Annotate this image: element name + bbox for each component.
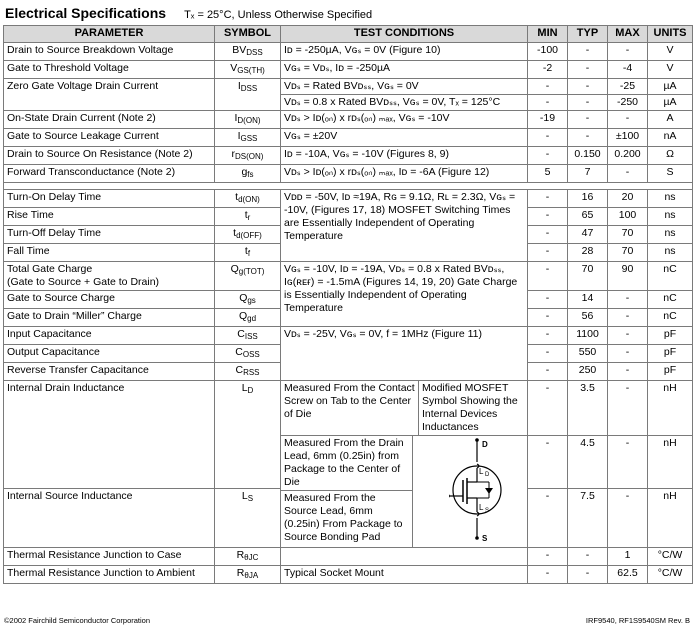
min-cell: - bbox=[528, 345, 568, 363]
typ-cell: 7 bbox=[568, 165, 608, 183]
min-cell: - bbox=[528, 95, 568, 111]
svg-text:S: S bbox=[485, 508, 490, 514]
test-cell: Vɢₛ = -10V, Iᴅ = -19A, Vᴅₛ = 0.8 x Rated BVᴅₛₛ, Iɢ(ʀᴇғ) = -1.5mA (Figures 14, 19, 20) Gate Charge is Essentially Independent of Operating Temperature bbox=[281, 262, 528, 327]
max-cell: - bbox=[608, 111, 648, 129]
unit-cell: °C/W bbox=[648, 548, 693, 566]
typ-cell: 550 bbox=[568, 345, 608, 363]
max-cell: 20 bbox=[608, 190, 648, 208]
unit-cell: V bbox=[648, 43, 693, 61]
unit-cell: µA bbox=[648, 79, 693, 95]
typ-cell: 1100 bbox=[568, 327, 608, 345]
typ-cell: - bbox=[568, 43, 608, 61]
symbol-cell: $t_{d(ON)}$ bbox=[215, 190, 281, 208]
param-cell: Internal Drain Inductance bbox=[4, 381, 215, 489]
min-cell: - bbox=[528, 309, 568, 327]
unit-cell: pF bbox=[648, 345, 693, 363]
max-cell: 100 bbox=[608, 208, 648, 226]
symbol-cell: $BV_{DSS}$ bbox=[215, 43, 281, 61]
min-cell: - bbox=[528, 226, 568, 244]
max-cell: - bbox=[608, 309, 648, 327]
param-cell: Internal Source Inductance bbox=[4, 488, 215, 547]
unit-cell: nC bbox=[648, 309, 693, 327]
typ-cell: 4.5 bbox=[568, 436, 608, 489]
max-cell: - bbox=[608, 436, 648, 489]
mosfet-label-ld: L bbox=[479, 467, 484, 476]
typ-cell: 56 bbox=[568, 309, 608, 327]
typ-cell: 0.150 bbox=[568, 147, 608, 165]
table-row bbox=[4, 129, 693, 147]
symbol-cell: $Q_{gs}$ bbox=[215, 291, 281, 309]
unit-cell: ns bbox=[648, 208, 693, 226]
table-row bbox=[4, 190, 693, 208]
min-cell: - bbox=[528, 327, 568, 345]
typ-cell: - bbox=[568, 566, 608, 584]
param-cell: Gate to Threshold Voltage bbox=[4, 61, 215, 79]
min-cell: - bbox=[528, 262, 568, 291]
min-cell: - bbox=[528, 190, 568, 208]
unit-cell: A bbox=[648, 111, 693, 129]
min-cell: - bbox=[528, 244, 568, 262]
max-cell: 1 bbox=[608, 548, 648, 566]
symbol-cell: $I_{GSS}$ bbox=[215, 129, 281, 147]
param-cell: Drain to Source On Resistance (Note 2) bbox=[4, 147, 215, 165]
typ-cell: 16 bbox=[568, 190, 608, 208]
max-cell: - bbox=[608, 43, 648, 61]
table-row bbox=[4, 548, 693, 566]
max-cell: - bbox=[608, 165, 648, 183]
test-cell: Vɢₛ = Vᴅₛ, Iᴅ = -250µA bbox=[281, 61, 528, 79]
min-cell: - bbox=[528, 381, 568, 436]
symbol-cell: $C_{OSS}$ bbox=[215, 345, 281, 363]
test-cell: Vᴅₛ = Rated BVᴅₛₛ, Vɢₛ = 0V bbox=[281, 79, 528, 95]
table-row bbox=[4, 79, 693, 95]
test-cell: Iᴅ = -10A, Vɢₛ = -10V (Figures 8, 9) bbox=[281, 147, 528, 165]
test-cell bbox=[281, 548, 528, 566]
typ-cell: - bbox=[568, 95, 608, 111]
spec-table bbox=[3, 25, 693, 584]
table-row bbox=[4, 327, 693, 345]
max-cell: - bbox=[608, 381, 648, 436]
table-header-row bbox=[4, 26, 693, 43]
unit-cell: pF bbox=[648, 363, 693, 381]
unit-cell: °C/W bbox=[648, 566, 693, 584]
min-cell: -2 bbox=[528, 61, 568, 79]
max-cell: ±100 bbox=[608, 129, 648, 147]
unit-cell: nH bbox=[648, 436, 693, 489]
symbol-cell: $g_{fs}$ bbox=[215, 165, 281, 183]
param-cell: Output Capacitance bbox=[4, 345, 215, 363]
param-cell: Input Capacitance bbox=[4, 327, 215, 345]
max-cell: - bbox=[608, 488, 648, 547]
param-cell: Forward Transconductance (Note 2) bbox=[4, 165, 215, 183]
col-typ: TYP bbox=[568, 26, 608, 43]
col-symbol: SYMBOL bbox=[215, 26, 281, 43]
min-cell: - bbox=[528, 363, 568, 381]
param-cell: Thermal Resistance Junction to Ambient bbox=[4, 566, 215, 584]
min-cell: - bbox=[528, 147, 568, 165]
unit-cell: nC bbox=[648, 262, 693, 291]
typ-cell: - bbox=[568, 79, 608, 95]
unit-cell: nH bbox=[648, 488, 693, 547]
test-cell: Vᴅₛ = 0.8 x Rated BVᴅₛₛ, Vɢₛ = 0V, Tₓ = 125°C bbox=[281, 95, 528, 111]
svg-text:D: D bbox=[485, 472, 490, 478]
unit-cell: pF bbox=[648, 327, 693, 345]
typ-cell: 14 bbox=[568, 291, 608, 309]
test-cell: Measured From the Drain Lead, 6mm (0.25in) from Package to the Center of Die Measured From the Source Lead, 6mm (0.25in) From Package to Source Bonding Pad D S L D L S bbox=[281, 436, 528, 548]
param-cell: On-State Drain Current (Note 2) bbox=[4, 111, 215, 129]
min-cell: - bbox=[528, 488, 568, 547]
max-cell: 0.200 bbox=[608, 147, 648, 165]
param-cell: Reverse Transfer Capacitance bbox=[4, 363, 215, 381]
max-cell: 70 bbox=[608, 226, 648, 244]
table-row bbox=[4, 381, 693, 436]
symbol-cell: $L_D$ bbox=[215, 381, 281, 489]
typ-cell: - bbox=[568, 61, 608, 79]
min-cell: - bbox=[528, 129, 568, 147]
mosfet-label-s: S bbox=[482, 534, 488, 542]
max-cell: -250 bbox=[608, 95, 648, 111]
symbol-cell: $C_{RSS}$ bbox=[215, 363, 281, 381]
table-row bbox=[4, 262, 693, 291]
col-parameter: PARAMETER bbox=[4, 26, 215, 43]
unit-cell: ns bbox=[648, 244, 693, 262]
symbol-cell: $R_{\theta JC}$ bbox=[215, 548, 281, 566]
unit-cell: nC bbox=[648, 291, 693, 309]
typ-cell: 70 bbox=[568, 262, 608, 291]
symbol-cell: $R_{\theta JA}$ bbox=[215, 566, 281, 584]
typ-cell: 7.5 bbox=[568, 488, 608, 547]
spec-conditions: Tₓ = 25°C, Unless Otherwise Specified bbox=[184, 9, 373, 21]
unit-cell: V bbox=[648, 61, 693, 79]
unit-cell: µA bbox=[648, 95, 693, 111]
table-row bbox=[4, 165, 693, 183]
unit-cell: ns bbox=[648, 190, 693, 208]
typ-cell: 250 bbox=[568, 363, 608, 381]
symbol-cell: $C_{ISS}$ bbox=[215, 327, 281, 345]
test-cell: Vᴅₛ = -25V, Vɢₛ = 0V, f = 1MHz (Figure 11) bbox=[281, 327, 528, 381]
min-cell: - bbox=[528, 566, 568, 584]
table-row bbox=[4, 43, 693, 61]
typ-cell: - bbox=[568, 129, 608, 147]
footer-copyright: ©2002 Fairchild Semiconductor Corporation bbox=[4, 616, 151, 625]
spec-header bbox=[5, 5, 372, 25]
test-cell: Vɢₛ = ±20V bbox=[281, 129, 528, 147]
typ-cell: - bbox=[568, 111, 608, 129]
param-cell: Thermal Resistance Junction to Case bbox=[4, 548, 215, 566]
col-max: MAX bbox=[608, 26, 648, 43]
typ-cell: 28 bbox=[568, 244, 608, 262]
symbol-cell: $Q_{gd}$ bbox=[215, 309, 281, 327]
symbol-cell: $r_{DS(ON)}$ bbox=[215, 147, 281, 165]
test-cell: Vᴅₛ > Iᴅ(ₒₙ) x rᴅₛ(ₒₙ) ₘₐₓ, Iᴅ = -6A (Figure 12) bbox=[281, 165, 528, 183]
test-cell: Measured From the Contact Screw on Tab to the Center of Die Modified MOSFET Symbol Showing the Internal Devices Inductances bbox=[281, 381, 528, 436]
min-cell: - bbox=[528, 291, 568, 309]
min-cell: 5 bbox=[528, 165, 568, 183]
footer-part-number: IRF9540, RF1S9540SM Rev. B bbox=[585, 616, 690, 625]
col-test: TEST CONDITIONS bbox=[281, 26, 528, 43]
min-cell: - bbox=[528, 436, 568, 489]
unit-cell: S bbox=[648, 165, 693, 183]
max-cell: 62.5 bbox=[608, 566, 648, 584]
max-cell: - bbox=[608, 345, 648, 363]
param-cell: Turn-Off Delay Time bbox=[4, 226, 215, 244]
symbol-cell: $I_{D(ON)}$ bbox=[215, 111, 281, 129]
mosfet-symbol bbox=[449, 438, 519, 542]
test-cell: Vᴅₛ > Iᴅ(ₒₙ) x rᴅₛ(ₒₙ) ₘₐₓ, Vɢₛ = -10V bbox=[281, 111, 528, 129]
max-cell: -4 bbox=[608, 61, 648, 79]
test-cell: Iᴅ = -250µA, Vɢₛ = 0V (Figure 10) bbox=[281, 43, 528, 61]
max-cell: 70 bbox=[608, 244, 648, 262]
mosfet-label-ls: L bbox=[479, 503, 484, 512]
param-cell: Gate to Drain “Miller” Charge bbox=[4, 309, 215, 327]
max-cell: 90 bbox=[608, 262, 648, 291]
unit-cell: nH bbox=[648, 381, 693, 436]
table-row bbox=[4, 147, 693, 165]
param-cell: Drain to Source Breakdown Voltage bbox=[4, 43, 215, 61]
col-units: UNITS bbox=[648, 26, 693, 43]
max-cell: - bbox=[608, 291, 648, 309]
test-cell: Typical Socket Mount bbox=[281, 566, 528, 584]
unit-cell: ns bbox=[648, 226, 693, 244]
typ-cell: 3.5 bbox=[568, 381, 608, 436]
mosfet-label-d: D bbox=[482, 440, 488, 449]
param-cell: Total Gate Charge (Gate to Source + Gate to Drain) bbox=[4, 262, 215, 291]
max-cell: - bbox=[608, 327, 648, 345]
table-row bbox=[4, 111, 693, 129]
typ-cell: 47 bbox=[568, 226, 608, 244]
param-cell: Zero Gate Voltage Drain Current bbox=[4, 79, 215, 111]
max-cell: - bbox=[608, 363, 648, 381]
spec-title: Electrical Specifications bbox=[5, 5, 167, 21]
symbol-cell: $I_{DSS}$ bbox=[215, 79, 281, 111]
symbol-cell: $L_S$ bbox=[215, 488, 281, 547]
max-cell: -25 bbox=[608, 79, 648, 95]
param-cell: Turn-On Delay Time bbox=[4, 190, 215, 208]
typ-cell: - bbox=[568, 548, 608, 566]
min-cell: -100 bbox=[528, 43, 568, 61]
col-min: MIN bbox=[528, 26, 568, 43]
symbol-cell: $V_{GS(TH)}$ bbox=[215, 61, 281, 79]
unit-cell: Ω bbox=[648, 147, 693, 165]
param-cell: Gate to Source Leakage Current bbox=[4, 129, 215, 147]
min-cell: -19 bbox=[528, 111, 568, 129]
min-cell: - bbox=[528, 548, 568, 566]
test-cell: Vᴅᴅ = -50V, Iᴅ ≈19A, Rɢ = 9.1Ω, Rʟ = 2.3Ω, Vɢₛ = -10V, (Figures 17, 18) MOSFET Switching Times are Essentially Independent of Operating Temperature bbox=[281, 190, 528, 262]
min-cell: - bbox=[528, 79, 568, 95]
symbol-cell: $Q_{g(TOT)}$ bbox=[215, 262, 281, 291]
table-row bbox=[4, 61, 693, 79]
param-cell: Rise Time bbox=[4, 208, 215, 226]
param-cell: Gate to Source Charge bbox=[4, 291, 215, 309]
min-cell: - bbox=[528, 208, 568, 226]
unit-cell: nA bbox=[648, 129, 693, 147]
typ-cell: 65 bbox=[568, 208, 608, 226]
param-cell: Fall Time bbox=[4, 244, 215, 262]
page-footer bbox=[4, 616, 690, 625]
symbol-cell: $t_{d(OFF)}$ bbox=[215, 226, 281, 244]
table-row bbox=[4, 566, 693, 584]
symbol-cell: $t_f$ bbox=[215, 244, 281, 262]
symbol-cell: $t_r$ bbox=[215, 208, 281, 226]
